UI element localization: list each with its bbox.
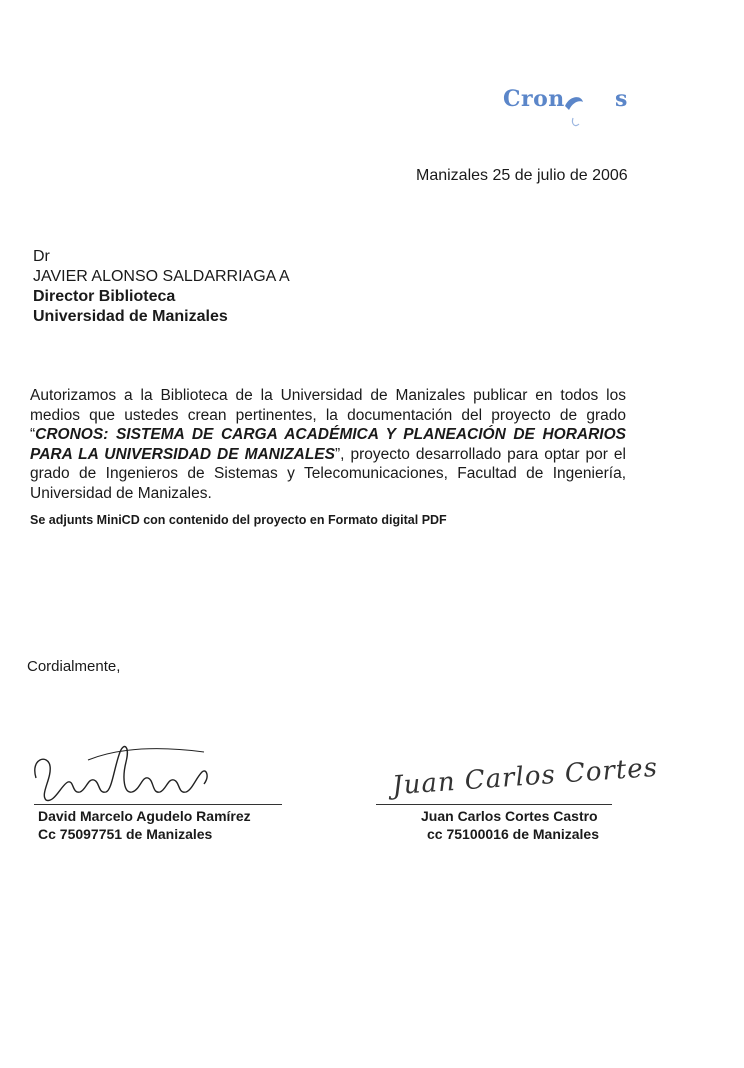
signature-2-id: cc 75100016 de Manizales [427,826,600,842]
body-intro: Autorizamos a la Biblioteca de la Universidad de Manizales publicar en todos los medios que ustedes crean pertinentes, la documentación del proyecto de grado “ [30,387,626,443]
signature-1-name: David Marcelo Agudelo Ramírez [38,808,251,824]
signature-2-handwriting: Juan Carlos Cortes [391,752,659,802]
recipient-institution: Universidad de Manizales [33,308,228,325]
logo-swirl-icon [559,88,589,128]
logo-text: Cron [503,86,565,112]
signature-1-line [34,804,282,805]
signature-1-id: Cc 75097751 de Manizales [38,826,213,842]
logo-text-end: s [615,86,628,112]
attachment-note: Se adjunts MiniCD con contenido del proyecto en Formato digital PDF [30,513,447,527]
signature-1-scribble [28,738,218,812]
recipient-salutation: Dr [33,248,50,265]
closing: Cordialmente, [27,658,121,675]
recipient-name: JAVIER ALONSO SALDARRIAGA A [33,268,290,285]
body-paragraph [30,386,626,503]
recipient-block [33,247,290,327]
body-outro: ”, proyecto desarrollado para optar por el grado de Ingenieros de Sistemas y Telecomunicaciones, Facultad de Ingeniería, Universidad de Manizales. [30,445,626,502]
date-line: Manizales 25 de julio de 2006 [416,167,628,184]
signature-2-line [376,804,612,805]
recipient-position: Director Biblioteca [33,288,176,305]
project-title: CRONOS: SISTEMA DE CARGA ACADÉMICA Y PLANEACIÓN DE HORARIOS PARA LA UNIVERSIDAD DE MANIZALES [30,426,626,463]
signature-2-name: Juan Carlos Cortes Castro [421,808,598,824]
cronos-logo [503,84,643,134]
